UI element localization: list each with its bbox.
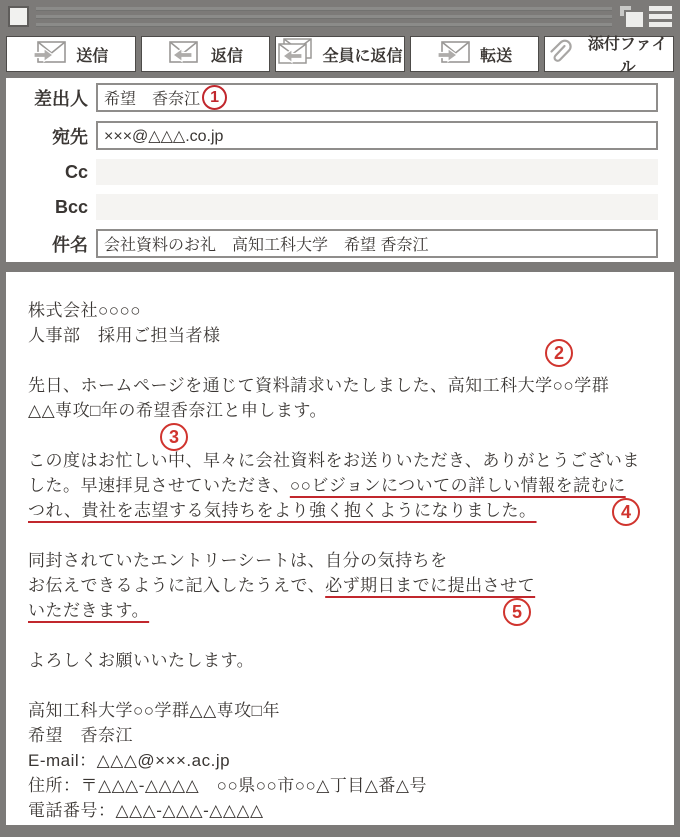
body-text: 住所：〒△△△-△△△△ ○○県○○市○○△丁目△番△号 — [28, 776, 428, 795]
body-blank-line — [28, 523, 660, 548]
subject-row — [16, 229, 658, 258]
body-text-line — [28, 698, 660, 723]
body-blank-line — [28, 342, 660, 373]
from-value: 希望 香奈江 — [104, 91, 201, 108]
titlebar — [0, 0, 680, 32]
send-button-label: 送信 — [76, 47, 109, 65]
body-text-line — [28, 398, 660, 423]
body-text: 先日、ホームページを通じて資料請求いたしました、高知工科大学○○学群 — [28, 376, 610, 395]
window-control-box[interactable] — [8, 6, 29, 27]
reply-all-button-label: 全員に返信 — [322, 47, 403, 65]
body-blank-line — [28, 623, 660, 648]
bcc-label: Bcc — [54, 196, 88, 217]
subject-label: 件名 — [52, 234, 88, 255]
body-text-line — [28, 548, 660, 573]
cc-row — [16, 159, 658, 185]
body-text-line — [28, 498, 660, 523]
annotation-circle-3: 3 — [160, 423, 188, 451]
body-text-line — [28, 748, 660, 773]
reply-all-mail-icon — [277, 38, 313, 71]
body-text-line — [28, 598, 660, 623]
body-text-line — [28, 648, 660, 673]
attachment-icon — [545, 38, 573, 71]
mail-toolbar — [6, 36, 674, 76]
body-text: よろしくお願いいたします。 — [28, 651, 255, 670]
grip-line — [36, 7, 612, 11]
message-body-panel[interactable] — [6, 272, 674, 825]
subject-input[interactable] — [96, 229, 658, 258]
reply-button-label: 返信 — [210, 47, 243, 65]
reply-mail-icon — [168, 39, 202, 70]
annotation-circle-1: 1 — [202, 85, 227, 110]
forward-button-label: 転送 — [480, 47, 513, 65]
body-text: お伝えできるように記入したうえで、 — [28, 576, 326, 595]
body-text-line — [28, 798, 660, 823]
from-input[interactable] — [96, 83, 658, 112]
bcc-field[interactable] — [96, 194, 658, 220]
send-mail-icon — [33, 39, 67, 70]
body-blank-line — [28, 423, 660, 448]
body-text: した。早速拝見させていただき、 — [28, 476, 290, 495]
body-text-line — [28, 773, 660, 798]
grip-line — [36, 23, 612, 27]
menu-bar — [649, 14, 672, 19]
body-text-line — [28, 298, 660, 323]
menu-bar — [649, 6, 672, 11]
forward-mail-icon — [437, 39, 471, 70]
to-label: 宛先 — [52, 126, 88, 147]
annotation-circle-4: 4 — [612, 498, 640, 526]
from-row — [16, 83, 658, 112]
titlebar-grip-lines — [36, 7, 612, 27]
send-button[interactable] — [6, 36, 136, 72]
to-row — [16, 121, 658, 150]
body-blank-line — [28, 673, 660, 698]
body-text: 人事部 採用ご担当者様 — [28, 326, 221, 345]
body-text: 高知工科大学○○学群△△専攻□年 — [28, 701, 280, 720]
red-underlined-text: いただきます。 — [28, 601, 150, 620]
body-text: 株式会社○○○○ — [28, 301, 142, 320]
compose-header-panel — [6, 78, 674, 262]
body-text: △△専攻□年の希望香奈江と申します。 — [28, 401, 328, 420]
body-text: この度はお忙しい中、早々に会社資料をお送りいただき、ありがとうございま — [28, 451, 640, 470]
annotation-circle-5: 5 — [503, 598, 531, 626]
cc-label: Cc — [64, 161, 88, 182]
body-text-line — [28, 573, 660, 598]
forward-button[interactable] — [410, 36, 540, 72]
to-value: ×××@△△△.co.jp — [104, 127, 224, 145]
red-underlined-text: つれ、貴社を志望する気持ちをより強く抱くようになりました。 — [28, 501, 537, 520]
body-text: E-mail：△△△@×××.ac.jp — [28, 751, 231, 770]
reply-button[interactable] — [141, 36, 271, 72]
to-input[interactable] — [96, 121, 658, 150]
body-text-line — [28, 723, 660, 748]
red-underlined-text: 必ず期日までに提出させて — [325, 576, 536, 595]
body-text: 電話番号：△△△-△△△-△△△△ — [28, 801, 264, 820]
subject-value: 会社資料のお礼 高知工科大学 希望 香奈江 — [104, 237, 429, 254]
body-text-line — [28, 373, 660, 398]
reply-all-button[interactable] — [275, 36, 405, 72]
grip-line — [36, 15, 612, 19]
body-text-line — [28, 448, 660, 473]
menu-bar — [649, 22, 672, 27]
restore-window-icon[interactable] — [620, 6, 643, 27]
attach-file-button[interactable] — [544, 36, 674, 76]
from-label: 差出人 — [34, 88, 88, 109]
annotation-circle-2: 2 — [545, 339, 573, 367]
attach-file-button-label: 添付ファイル — [587, 36, 668, 76]
menu-lines-icon[interactable] — [649, 6, 672, 27]
body-text: 同封されていたエントリーシートは、自分の気持ちを — [28, 551, 448, 570]
bcc-row — [16, 194, 658, 220]
cc-field[interactable] — [96, 159, 658, 185]
body-text: 希望 香奈江 — [28, 726, 133, 745]
titlebar-icons — [620, 6, 672, 27]
body-text-line — [28, 473, 660, 498]
red-underlined-text: ○○ビジョンについての詳しい情報を読むに — [289, 476, 626, 495]
message-body-text — [28, 298, 660, 823]
restore-front-square — [624, 10, 643, 27]
